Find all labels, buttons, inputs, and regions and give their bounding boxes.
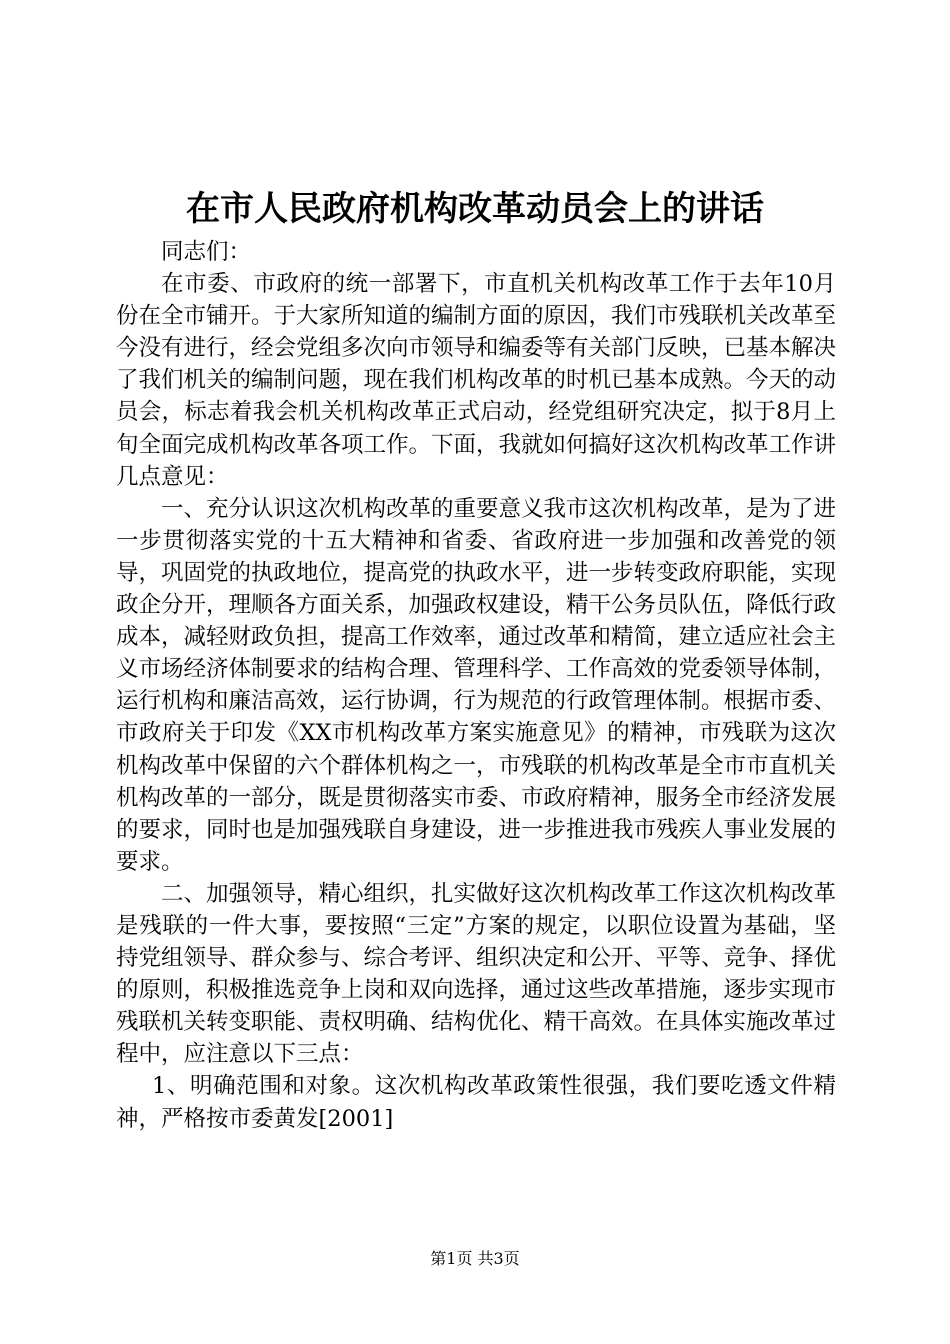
greeting: 同志们： (161, 239, 252, 265)
page-number-footer: 第1页 共3页 (430, 1249, 520, 1268)
paragraph-section-2: 二、加强领导，精心组织，扎实做好这次机构改革工作这次机构改革是残联的一件大事，要按照“三定”方案的规定，以职位设置为基础，坚持党组领导、群众参与、综合考评、组织决定和公开、平等、竞争、择优的原则，积极推选竞争上岗和双向选择，通过这些改革措施，逐步实现市残联机关转变职能、责权明确、结构优化、精干高效。在具体实施改革过程中，应注意以下三点： (116, 880, 837, 1068)
document-body (116, 236, 836, 1135)
paragraph-section-1: 一、充分认识这次机构改革的重要意义我市这次机构改革，是为了进一步贯彻落实党的十五大精神和省委、省政府进一步加强和改善党的领导，巩固党的执政地位，提高党的执政水平，进一步转变政府职能，实现政企分开，理顺各方面关系，加强政权建设，精干公务员队伍，降低行政成本，减轻财政负担，提高工作效率，通过改革和精简，建立适应社会主义市场经济体制要求的结构合理、管理科学、工作高效的党委领导体制，运行机构和廉洁高效，运行协调，行为规范的行政管理体制。根据市委、市政府关于印发《XX市机构改革方案实施意见》的精神，市残联为这次机构改革中保留的六个群体机构之一，市残联的机构改革是全市市直机关机构改革的一部分，既是贯彻落实市委、市政府精神，服务全市经济发展的要求，同时也是加强残联自身建设，进一步推进我市残疾人事业发展的要求。 (116, 495, 837, 875)
paragraph-intro: 在市委、市政府的统一部署下，市直机关机构改革工作于去年10月份在全市铺开。于大家所知道的编制方面的原因，我们市残联机关改革至今没有进行，经会党组多次向市领导和编委等有关部门反映，已基本解决了我们机关的编制问题，现在我们机构改革的时机已基本成熟。今天的动员会，标志着我会机关机构改革正式启动，经党组研究决定，拟于8月上旬全面完成机构改革各项工作。下面，我就如何搞好这次机构改革工作讲几点意见： (116, 271, 837, 490)
document-title: 在市人民政府机构改革动员会上的讲话 (186, 189, 764, 229)
paragraph-item-1: 1、明确范围和对象。这次机构改革政策性很强，我们要吃透文件精神，严格按市委黄发[2001] (116, 1073, 836, 1132)
